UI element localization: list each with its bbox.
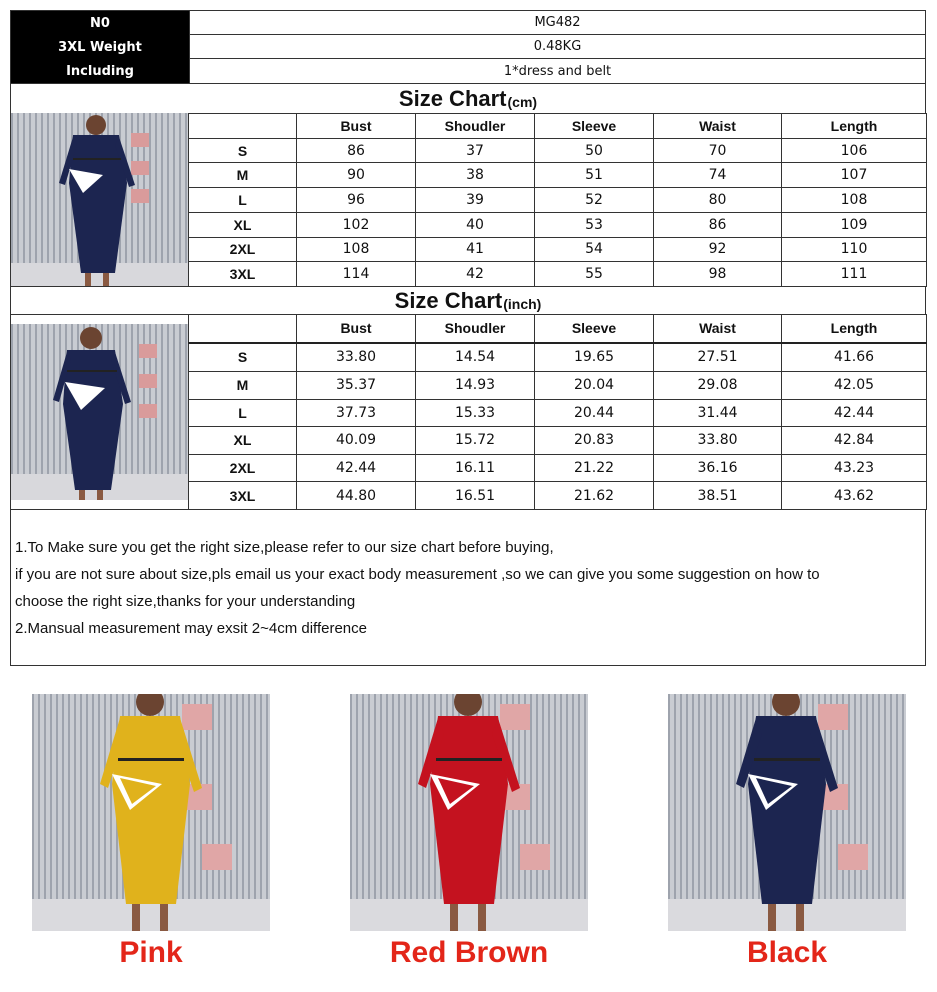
color-option-black-photo[interactable] (668, 694, 906, 931)
value-cell: 20.04 (535, 371, 654, 399)
value-cell: 16.11 (416, 454, 535, 482)
model-photo-cm (10, 113, 189, 287)
value-cell: 54 (535, 237, 654, 262)
value-cell: 20.83 (535, 427, 654, 455)
size-chart-inch-title (10, 287, 926, 315)
table-row (189, 371, 927, 399)
header-cell: Bust (297, 315, 416, 343)
table-row (189, 399, 927, 427)
table-row (189, 237, 927, 262)
table-row (189, 454, 927, 482)
size-cell: L (189, 399, 297, 427)
value-cell: 51 (535, 163, 654, 188)
size-cell: XL (189, 212, 297, 237)
header-cell: Length (782, 315, 927, 343)
value-cell: 106 (782, 138, 927, 163)
value-cell: 96 (297, 188, 416, 213)
size-chart-cm-unit: (cm) (507, 93, 538, 110)
header-cell: Bust (297, 114, 416, 139)
value-cell: 50 (535, 138, 654, 163)
color-label-red-brown[interactable]: Red Brown (389, 936, 549, 969)
value-cell: 15.33 (416, 399, 535, 427)
table-row (189, 138, 927, 163)
size-cell: M (189, 163, 297, 188)
size-chart-inch-unit: (inch) (503, 295, 542, 312)
header-cell (189, 315, 297, 343)
value-cell: 42.84 (782, 427, 927, 455)
info-value-including: 1*dress and belt (189, 59, 925, 83)
table-row (189, 482, 927, 510)
size-chart-cm-heading: Size Chart (398, 85, 507, 111)
header-cell: Length (782, 114, 927, 139)
value-cell: 44.80 (297, 482, 416, 510)
sizing-notes (10, 509, 926, 666)
value-cell: 14.93 (416, 371, 535, 399)
info-key-number: N0 (11, 11, 189, 35)
product-info-table (10, 10, 926, 84)
header-cell: Sleeve (535, 315, 654, 343)
value-cell: 31.44 (654, 399, 782, 427)
value-cell: 108 (782, 188, 927, 213)
table-row (189, 262, 927, 287)
size-cell: XL (189, 427, 297, 455)
table-header-row (189, 315, 927, 343)
size-chart-inch-heading: Size Chart (394, 287, 503, 313)
size-cell: 3XL (189, 262, 297, 287)
size-cell: 2XL (189, 237, 297, 262)
info-value-weight: 0.48KG (189, 35, 925, 59)
value-cell: 55 (535, 262, 654, 287)
value-cell: 111 (782, 262, 927, 287)
value-cell: 35.37 (297, 371, 416, 399)
value-cell: 38.51 (654, 482, 782, 510)
color-label-black[interactable]: Black (746, 936, 828, 969)
note-line: 1.To Make sure you get the right size,please refer to our size chart before buying, (15, 539, 554, 556)
value-cell: 37.73 (297, 399, 416, 427)
table-row (189, 343, 927, 371)
value-cell: 80 (654, 188, 782, 213)
color-option-pink-photo[interactable] (32, 694, 270, 931)
value-cell: 33.80 (654, 427, 782, 455)
header-cell: Sleeve (535, 114, 654, 139)
table-header-row (189, 114, 927, 139)
value-cell: 27.51 (654, 343, 782, 371)
color-label-pink[interactable]: Pink (119, 936, 183, 969)
value-cell: 40 (416, 212, 535, 237)
info-key-including: Including (11, 59, 189, 83)
value-cell: 37 (416, 138, 535, 163)
table-row (189, 427, 927, 455)
value-cell: 114 (297, 262, 416, 287)
value-cell: 21.62 (535, 482, 654, 510)
size-cell: 3XL (189, 482, 297, 510)
value-cell: 41 (416, 237, 535, 262)
value-cell: 98 (654, 262, 782, 287)
header-cell: Waist (654, 315, 782, 343)
table-row (189, 188, 927, 213)
value-cell: 86 (297, 138, 416, 163)
size-cell: M (189, 371, 297, 399)
value-cell: 42.05 (782, 371, 927, 399)
table-row (189, 212, 927, 237)
value-cell: 42.44 (297, 454, 416, 482)
value-cell: 39 (416, 188, 535, 213)
value-cell: 86 (654, 212, 782, 237)
header-cell: Shoudler (416, 315, 535, 343)
value-cell: 14.54 (416, 343, 535, 371)
value-cell: 19.65 (535, 343, 654, 371)
size-cell: L (189, 188, 297, 213)
value-cell: 42 (416, 262, 535, 287)
value-cell: 29.08 (654, 371, 782, 399)
note-line: 2.Mansual measurement may exsit 2~4cm difference (15, 620, 367, 637)
header-cell (189, 114, 297, 139)
value-cell: 90 (297, 163, 416, 188)
size-cell: 2XL (189, 454, 297, 482)
size-chart-cm-title (10, 84, 926, 114)
value-cell: 20.44 (535, 399, 654, 427)
value-cell: 36.16 (654, 454, 782, 482)
value-cell: 102 (297, 212, 416, 237)
size-chart-cm-table (188, 113, 927, 287)
value-cell: 110 (782, 237, 927, 262)
header-cell: Waist (654, 114, 782, 139)
value-cell: 42.44 (782, 399, 927, 427)
value-cell: 107 (782, 163, 927, 188)
size-cell: S (189, 343, 297, 371)
size-chart-inch-table (188, 314, 927, 510)
note-line: choose the right size,thanks for your understanding (15, 593, 356, 610)
value-cell: 38 (416, 163, 535, 188)
value-cell: 108 (297, 237, 416, 262)
value-cell: 33.80 (297, 343, 416, 371)
value-cell: 74 (654, 163, 782, 188)
value-cell: 15.72 (416, 427, 535, 455)
value-cell: 43.23 (782, 454, 927, 482)
value-cell: 43.62 (782, 482, 927, 510)
value-cell: 41.66 (782, 343, 927, 371)
size-cell: S (189, 138, 297, 163)
value-cell: 53 (535, 212, 654, 237)
header-cell: Shoudler (416, 114, 535, 139)
model-photo-inch (10, 314, 189, 510)
info-key-weight: 3XL Weight (11, 35, 189, 59)
color-option-red-brown-photo[interactable] (350, 694, 588, 931)
table-row (189, 163, 927, 188)
value-cell: 92 (654, 237, 782, 262)
value-cell: 40.09 (297, 427, 416, 455)
value-cell: 70 (654, 138, 782, 163)
value-cell: 16.51 (416, 482, 535, 510)
value-cell: 109 (782, 212, 927, 237)
info-value-number: MG482 (189, 11, 925, 35)
value-cell: 21.22 (535, 454, 654, 482)
value-cell: 52 (535, 188, 654, 213)
note-line: if you are not sure about size,pls email us your exact body measurement ,so we can give you some suggestion on how to (15, 566, 820, 583)
